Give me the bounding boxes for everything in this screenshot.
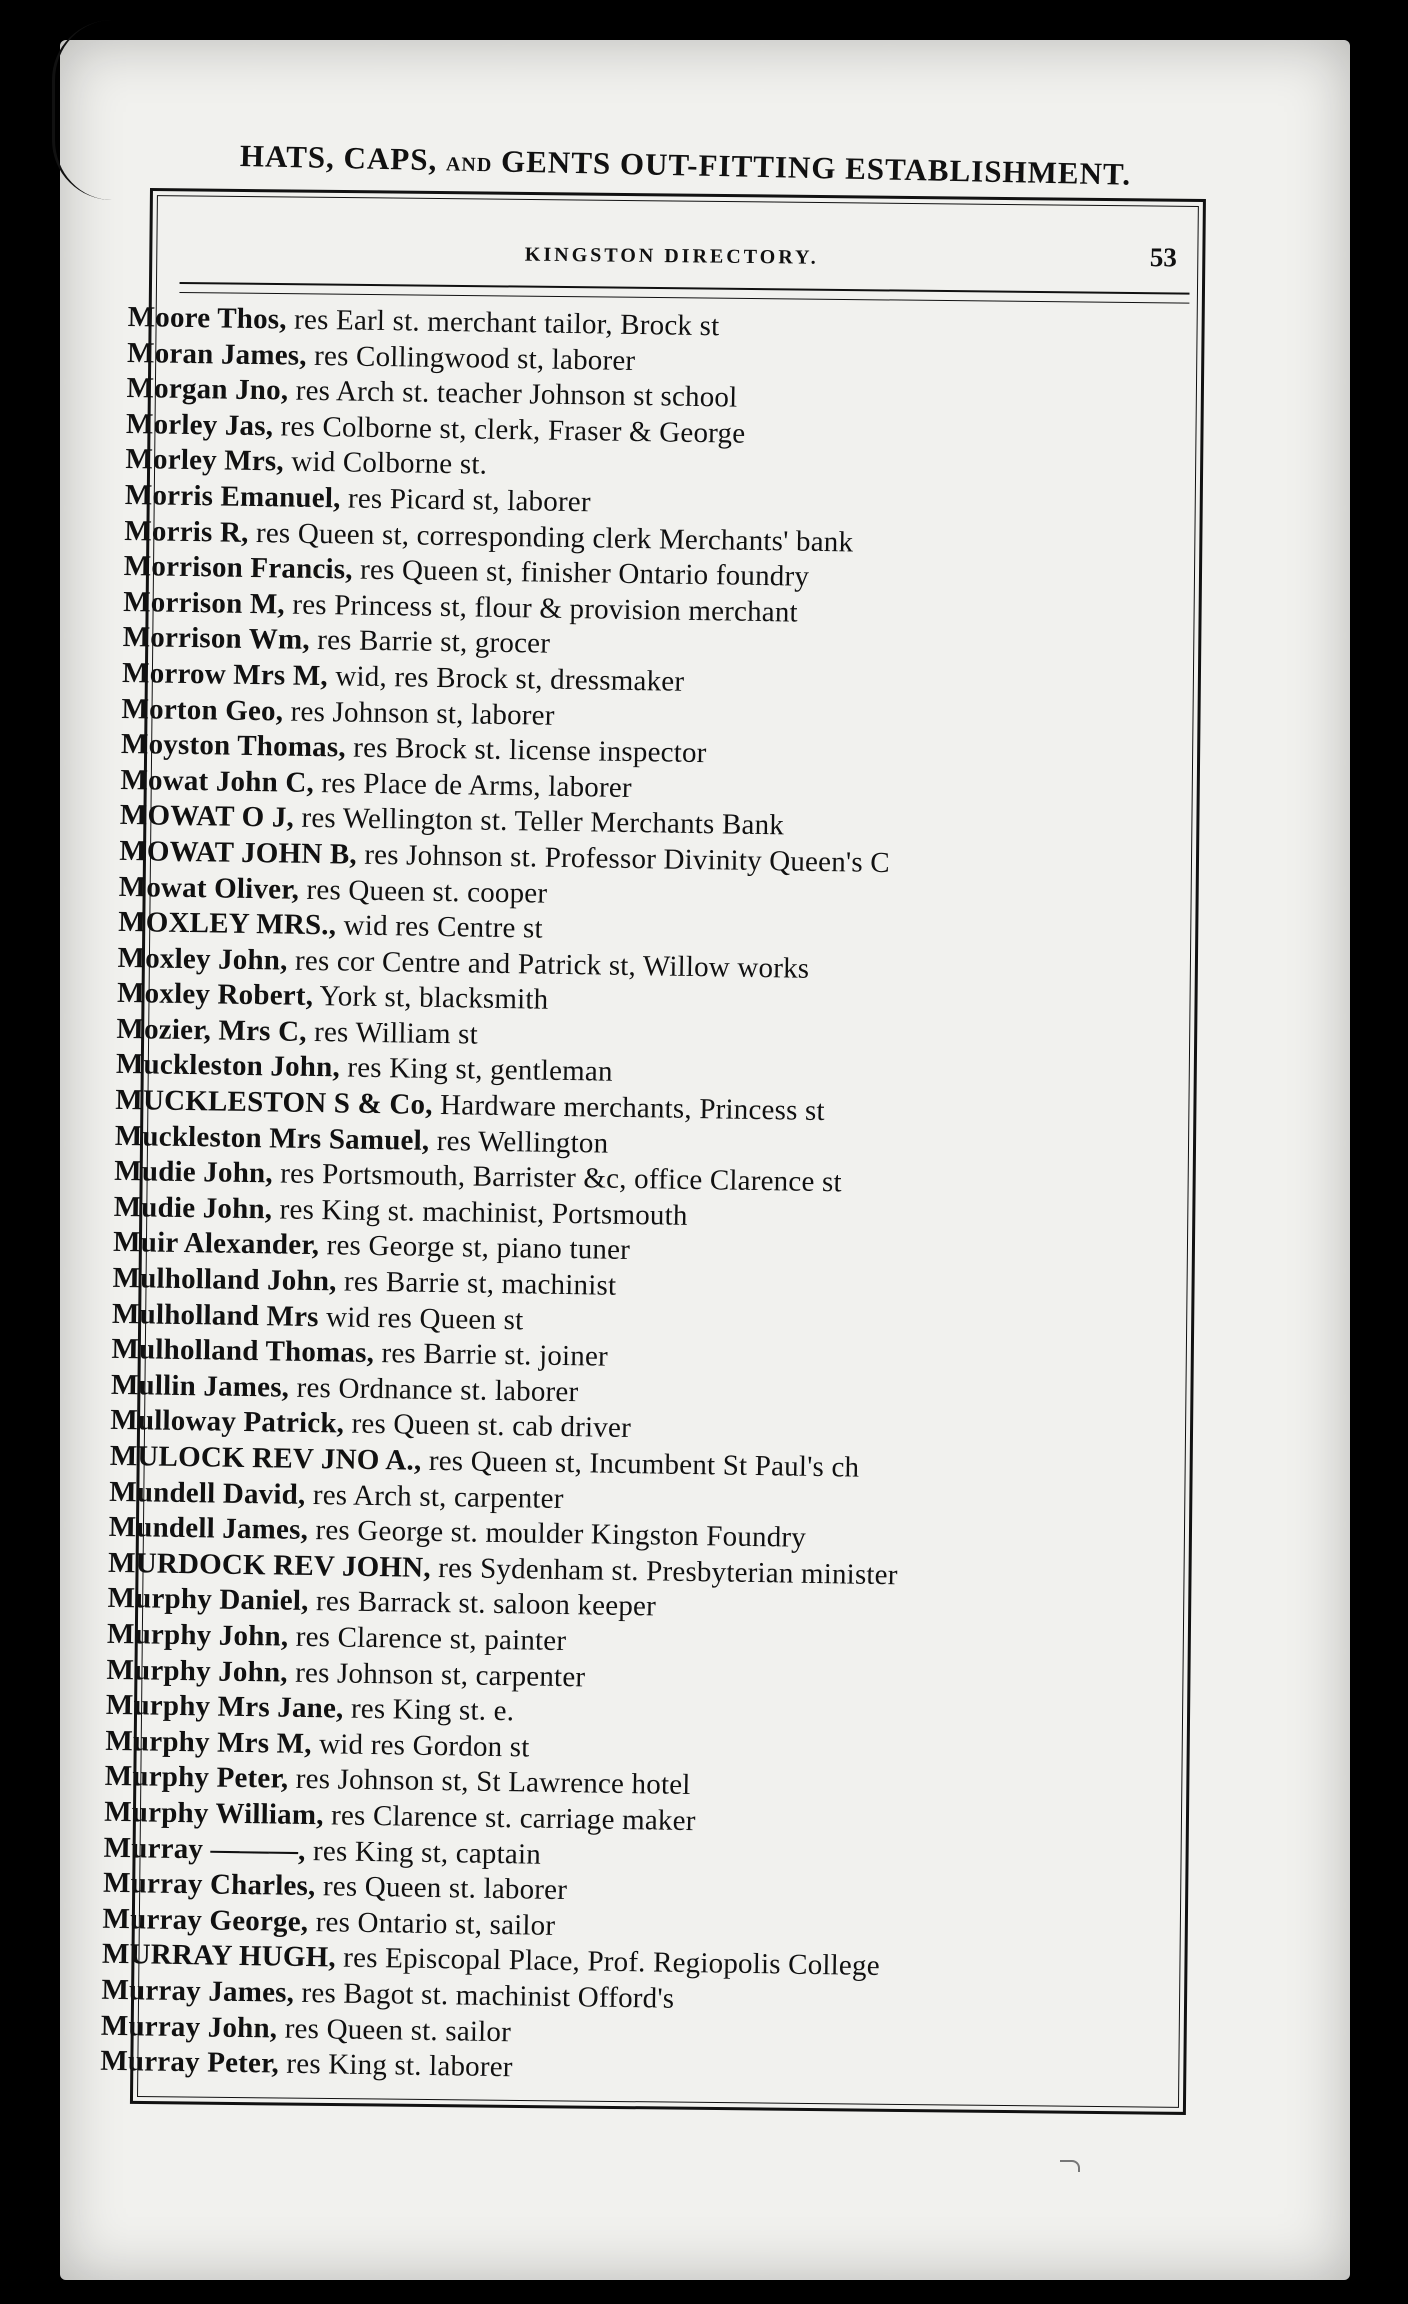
entry-details: res Picard st, laborer	[340, 482, 592, 519]
entry-details: res King st, captain	[305, 1834, 542, 1871]
entry-details: res Arch st, carpenter	[305, 1478, 564, 1515]
entry-details: wid res Gordon st	[311, 1727, 530, 1764]
entry-name: Morris Emanuel,	[124, 478, 341, 515]
entry-details: res Johnson st. Professor Divinity Queen's C	[356, 838, 891, 879]
entry-details: res George st. moulder Kingston Foundry	[307, 1514, 807, 1554]
entry-details: res Queen st. cab driver	[343, 1407, 632, 1445]
running-head-part3: GENTS OUT-FITTING ESTABLISHMENT.	[500, 143, 1132, 192]
entry-details: res Barrie st, machinist	[336, 1265, 617, 1302]
entry-name: Muckleston John,	[115, 1048, 341, 1084]
entry-name: Murphy Mrs M,	[105, 1724, 312, 1760]
entry-name: MURDOCK REV JOHN,	[107, 1546, 432, 1584]
entry-name: MOWAT O J,	[119, 799, 295, 834]
entry-name: Mowat John C,	[120, 763, 315, 799]
entry-name: Morrison Wm,	[122, 621, 311, 657]
entry-details: res Queen st, finisher Ontario foundry	[352, 553, 810, 593]
entry-details: res Ontario st, sailor	[308, 1905, 556, 1942]
entry-name: Murphy Mrs Jane,	[105, 1688, 344, 1725]
entry-name: Mudie John,	[113, 1190, 273, 1226]
entry-details: res Wellington	[429, 1124, 609, 1160]
entry-name: Mundell David,	[109, 1475, 306, 1511]
entry-details: wid res Queen st	[318, 1300, 524, 1336]
entry-details: res Princess st, flour & provision merchant	[284, 588, 799, 629]
entry-details: Hardware merchants, Princess st	[432, 1088, 826, 1128]
entry-details: res Brock st. license inspector	[345, 731, 707, 770]
entry-name: MUCKLESTON S & Co,	[115, 1083, 433, 1121]
entry-details: res Bagot st. machinist Offord's	[293, 1976, 675, 2015]
entry-details: res Colborne st, clerk, Fraser & George	[272, 410, 746, 450]
entry-name: Murray ———,	[103, 1831, 306, 1867]
entry-details: wid res Centre st	[335, 909, 544, 945]
entry-name: Morgan Jno,	[126, 372, 289, 407]
entry-name: Murphy John,	[106, 1617, 289, 1653]
directory-entries	[100, 300, 1148, 2095]
page-mark	[1060, 2160, 1080, 2172]
entry-name: Moore Thos,	[127, 300, 287, 336]
entry-details: res cor Centre and Patrick st, Willow works	[287, 944, 810, 985]
entry-details: res Johnson st, carpenter	[287, 1656, 586, 1693]
entry-details: res Queen st. laborer	[315, 1870, 568, 1907]
entry-details: res Wellington st. Teller Merchants Bank	[293, 801, 785, 842]
entry-name: Moxley John,	[117, 941, 288, 977]
entry-details: res King st. laborer	[278, 2047, 513, 2084]
entry-name: Mozier, Mrs C,	[116, 1012, 307, 1048]
entry-details: res Barrie st, grocer	[309, 624, 551, 661]
entry-name: Morrow Mrs M,	[121, 656, 329, 693]
entry-details: res William st	[306, 1015, 479, 1051]
entry-details: res King st. machinist, Portsmouth	[272, 1193, 688, 1232]
entry-details: res Queen st. cooper	[298, 873, 548, 910]
entry-name: Murray James,	[101, 1973, 295, 2009]
entry-name: Morton Geo,	[121, 692, 284, 728]
entry-details: res Ordnance st. laborer	[288, 1371, 579, 1409]
entry-name: Murphy Daniel,	[107, 1582, 309, 1618]
entry-name: Moyston Thomas,	[120, 728, 347, 764]
entry-details: res Queen st, corresponding clerk Merchants' bank	[248, 516, 854, 558]
entry-name: Morrison M,	[123, 585, 286, 621]
entry-details: res Johnson st, laborer	[282, 695, 555, 732]
entry-name: Murray John,	[100, 2009, 278, 2045]
directory-title: KINGSTON DIRECTORY.	[524, 243, 819, 269]
entry-details: res King st. e.	[343, 1692, 515, 1728]
entry-details: res Portsmouth, Barrister &c, office Clarence st	[272, 1157, 842, 1199]
entry-name: Mulloway Patrick,	[110, 1404, 345, 1440]
entry-name: Mulholland Mrs	[111, 1297, 319, 1333]
entry-details: res Collingwood st, laborer	[306, 339, 636, 377]
entry-details: res Queen st. sailor	[277, 2012, 512, 2048]
entry-name: Murray Charles,	[102, 1866, 316, 1903]
entry-name: Mullin James,	[110, 1368, 290, 1404]
entry-details: res Queen st, Incumbent St Paul's ch	[421, 1444, 860, 1484]
entry-name: MULOCK REV JNO A.,	[109, 1439, 422, 1477]
entry-details: res Sydenham st. Presbyterian minister	[430, 1551, 898, 1592]
entry-name: Morley Mrs,	[125, 443, 285, 478]
entry-name: Muckleston Mrs Samuel,	[114, 1119, 430, 1157]
entry-details: res Arch st. teacher Johnson st school	[288, 374, 738, 414]
entry-details: res George st, piano tuner	[318, 1229, 631, 1267]
entry-name: Murphy Peter,	[104, 1760, 289, 1796]
page-edge-curl	[52, 20, 145, 200]
entry-name: Morley Jas,	[125, 407, 274, 443]
entry-details: res Johnson st, St Lawrence hotel	[288, 1763, 691, 1802]
entry-details: res Earl st. merchant tailor, Brock st	[286, 303, 720, 343]
entry-name: Murphy William,	[104, 1795, 324, 1832]
entry-name: Murray George,	[102, 1902, 309, 1938]
entry-details: res King st, gentleman	[339, 1051, 613, 1089]
entry-name: Morris R,	[124, 514, 249, 549]
entry-name: Moxley Robert,	[116, 977, 314, 1013]
running-head-part2: AND	[445, 153, 493, 177]
entry-details: res Clarence st. carriage maker	[323, 1799, 696, 1838]
entry-name: Mulholland Thomas,	[111, 1333, 375, 1370]
entry-name: MOXLEY MRS.,	[117, 906, 337, 942]
entry-details: res Place de Arms, laborer	[313, 766, 633, 804]
entry-name: MURRAY HUGH,	[101, 1938, 337, 1974]
page-number: 53	[1149, 242, 1178, 273]
entry-name: Morrison Francis,	[123, 550, 353, 586]
entry-details: res Barrie st. joiner	[373, 1337, 609, 1373]
entry-name: Mundell James,	[108, 1511, 309, 1547]
entry-details: res Clarence st, painter	[288, 1620, 567, 1658]
running-head-part1: HATS, CAPS,	[239, 138, 438, 178]
entry-name: Moran James,	[126, 336, 307, 372]
entry-details: wid, res Brock st, dressmaker	[327, 660, 685, 698]
entry-details: wid Colborne st.	[283, 445, 488, 482]
entry-details: res Barrack st. saloon keeper	[308, 1585, 657, 1623]
entry-name: MOWAT JOHN B,	[119, 834, 358, 871]
entry-name: Mowat Oliver,	[118, 870, 300, 906]
entry-name: Murray Peter,	[100, 2044, 280, 2080]
entry-details: York st, blacksmith	[312, 980, 549, 1016]
entry-name: Murphy John,	[106, 1653, 289, 1689]
entry-details: res Episcopal Place, Prof. Regiopolis College	[335, 1941, 881, 1983]
entry-name: Mulholland John,	[112, 1261, 337, 1298]
entry-name: Muir Alexander,	[112, 1226, 320, 1262]
entry-name: Mudie John,	[114, 1155, 274, 1190]
